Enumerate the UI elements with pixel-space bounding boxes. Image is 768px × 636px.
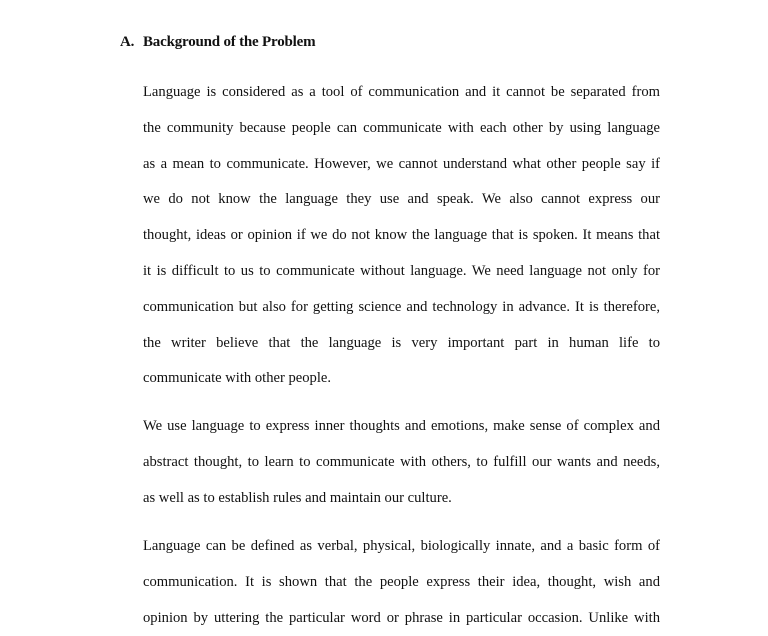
paragraph-line: opinion by uttering the particular word or phrase in particular occasion. Unlike with: [143, 609, 660, 626]
section-title: Background of the Problem: [143, 34, 316, 50]
paragraph-line: communicate with other people.: [143, 370, 332, 387]
paragraph-line: abstract thought, to learn to communicate with others, to fulfill our wants and needs,: [143, 453, 660, 470]
section-heading: [120, 34, 315, 51]
paragraph-2: [143, 409, 660, 516]
paragraph-line: we do not know the language they use and speak. We also cannot express our: [143, 191, 660, 208]
paragraph-line: communication. It is shown that the people express their idea, thought, wish and: [143, 573, 660, 590]
paragraph-1: [143, 75, 660, 397]
paragraph-line: Language is considered as a tool of communication and it cannot be separated from: [143, 84, 660, 100]
paragraph-line: it is difficult to us to communicate without language. We need language not only for: [143, 262, 660, 279]
paragraph-line: We use language to express inner thoughts and emotions, make sense of complex and: [143, 418, 660, 434]
paragraph-3: [143, 529, 660, 636]
paragraph-line: as well as to establish rules and maintain our culture.: [143, 489, 452, 506]
paragraph-line: the writer believe that the language is very important part in human life to: [143, 334, 660, 351]
paragraph-line: communication but also for getting science and technology in advance. It is therefore,: [143, 298, 660, 315]
paragraph-line: the community because people can communicate with each other by using language: [143, 119, 660, 136]
paragraph-line: as a mean to communicate. However, we cannot understand what other people say if: [143, 155, 660, 172]
paragraph-line: thought, ideas or opinion if we do not know the language that is spoken. It means that: [143, 227, 660, 244]
section-marker: A.: [120, 34, 135, 50]
paragraph-line: Language can be defined as verbal, physical, biologically innate, and a basic form of: [143, 538, 660, 554]
